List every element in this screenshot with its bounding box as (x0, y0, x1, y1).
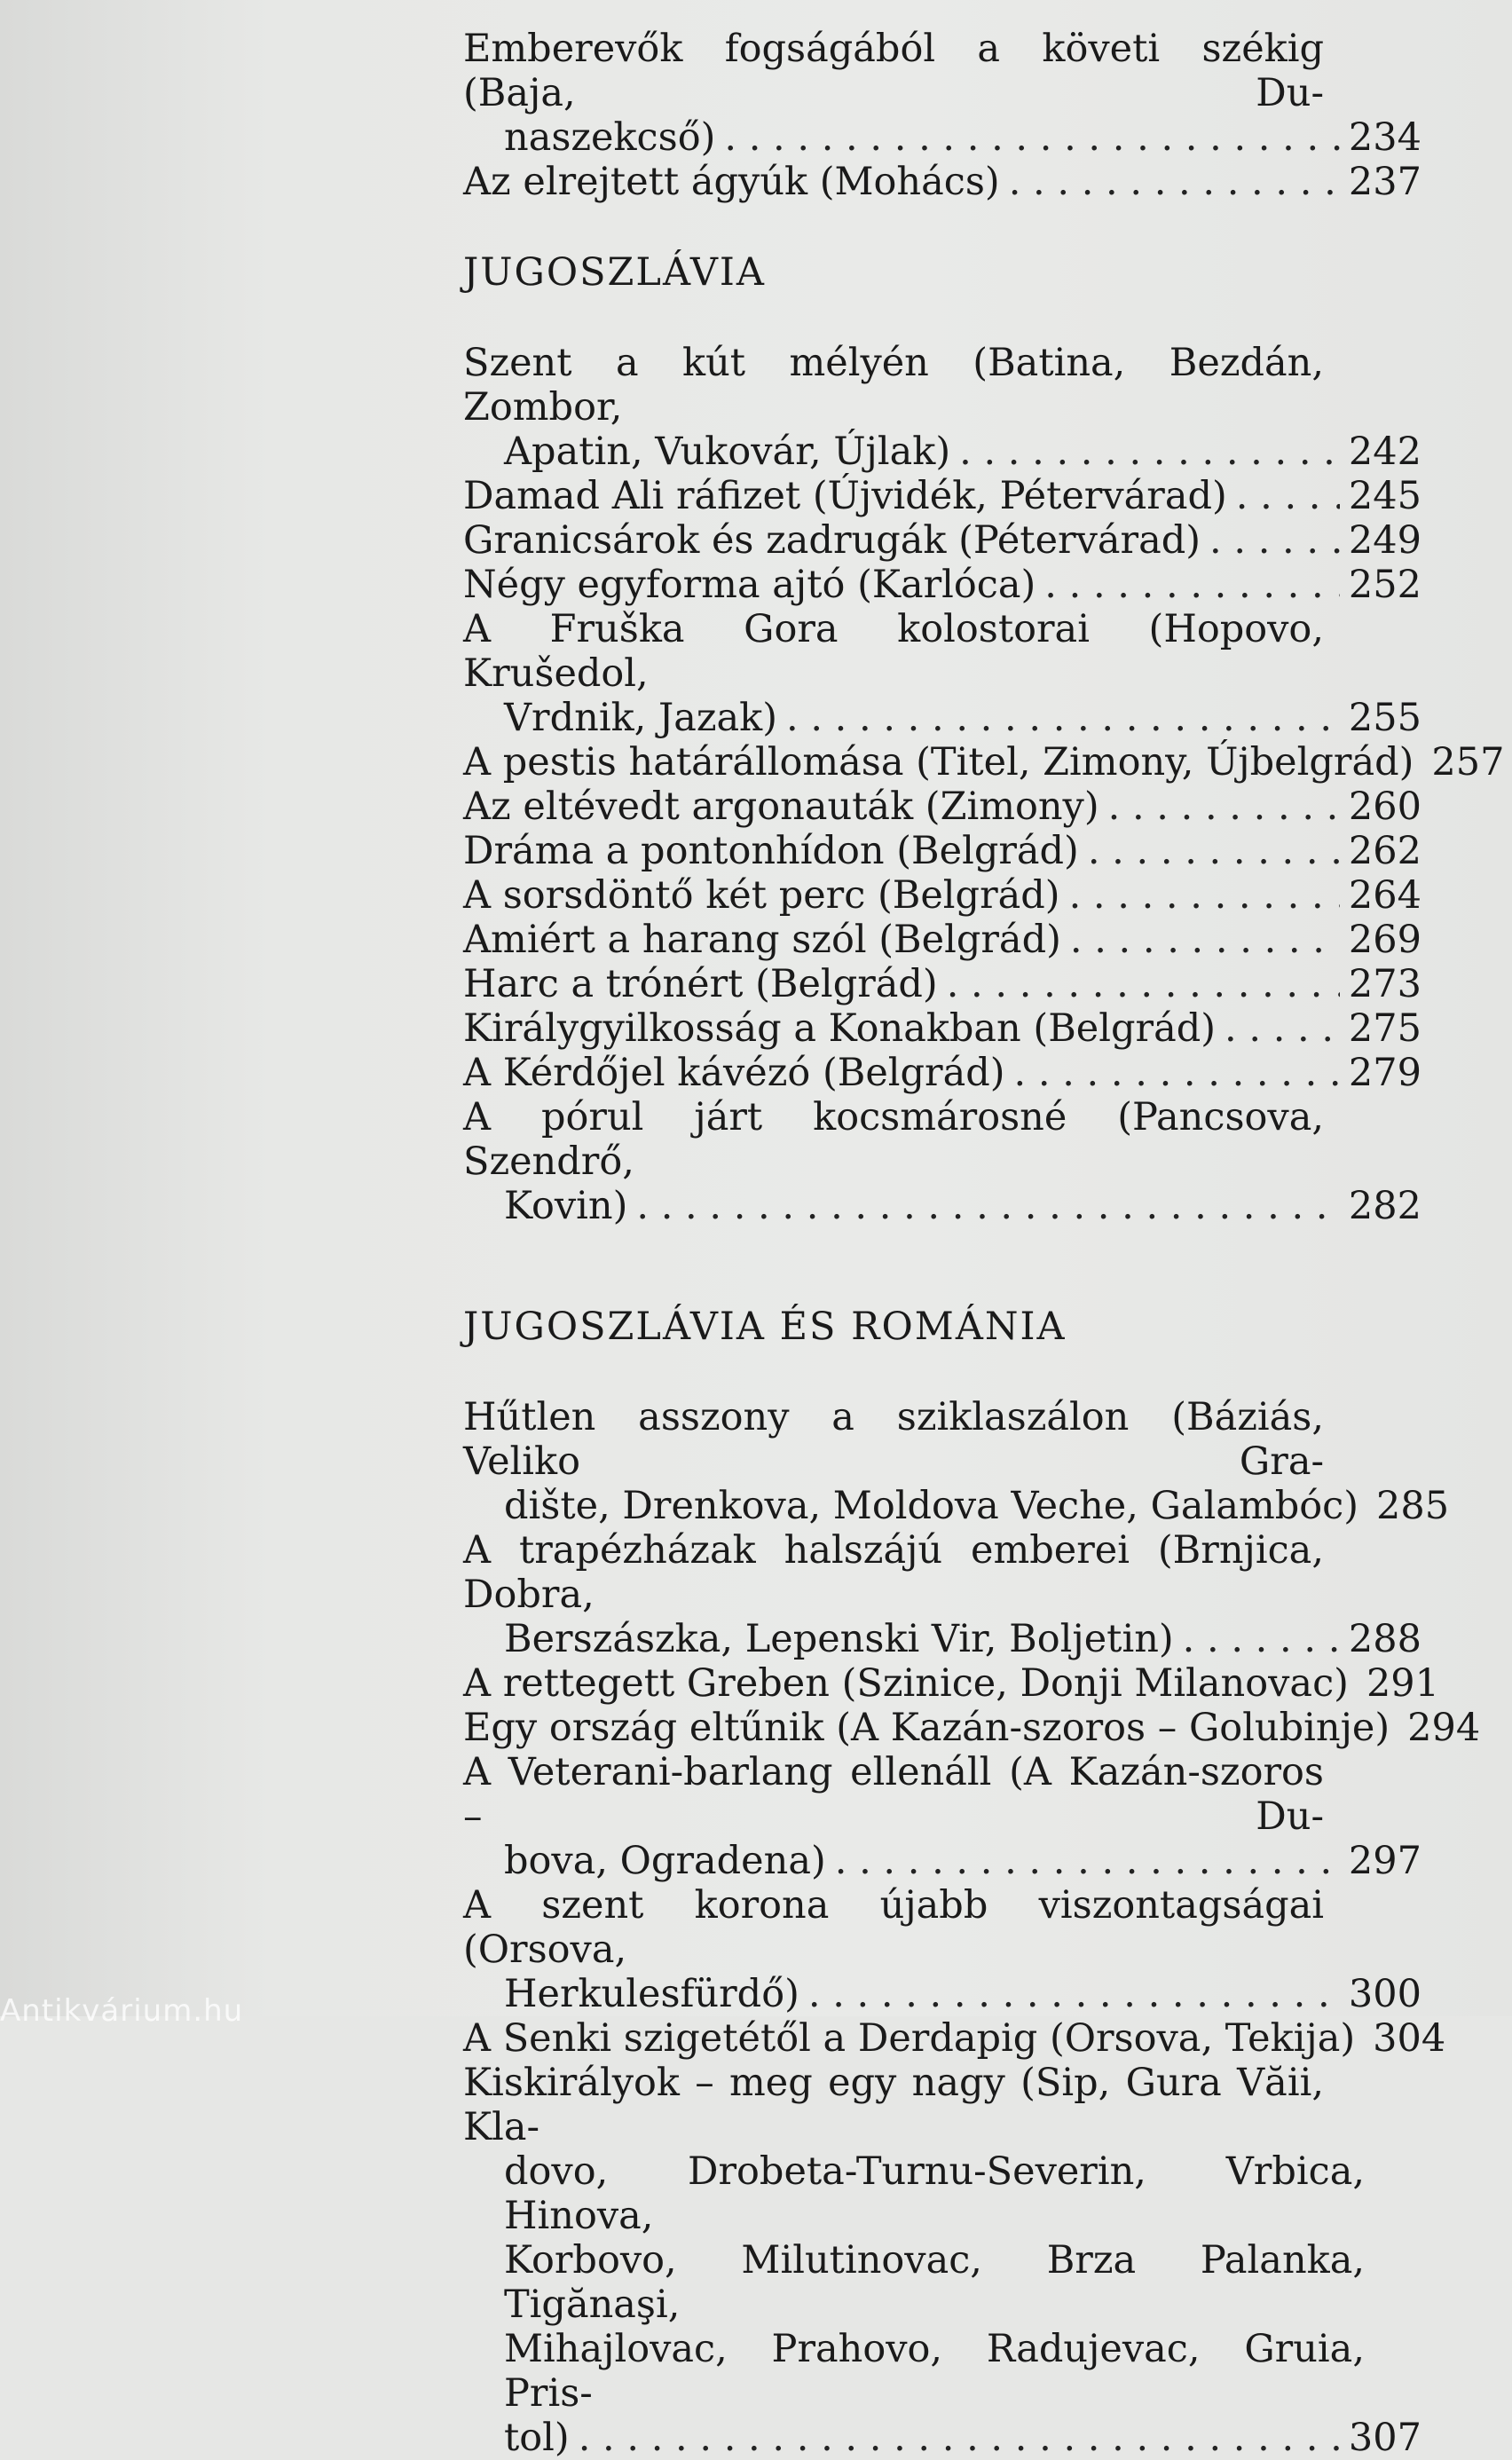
toc-entry-line (463, 785, 1421, 829)
toc-entry-title: bova, Ogradena) (504, 1839, 826, 1883)
toc-entry-line (463, 2327, 1421, 2416)
dot-leader (1108, 785, 1340, 829)
section-spacer (463, 1228, 1421, 1305)
toc-entry-title: A pórul járt kocsmárosné (Pancsova, Szendrő, (463, 1095, 1324, 1184)
toc-entry-line (463, 474, 1421, 518)
toc-entry (463, 563, 1421, 607)
toc-entry-title: Az eltévedt argonauták (Zimony) (463, 785, 1099, 829)
toc-entry-title: Granicsárok és zadrugák (Pétervárad) (463, 518, 1201, 563)
toc-page-number: 262 (1348, 829, 1421, 873)
dot-leader (959, 430, 1340, 474)
toc-page-number: 279 (1348, 1051, 1421, 1095)
toc-entry-title: Vrdnik, Jazak) (504, 696, 777, 740)
toc-entry-line (463, 2016, 1446, 2061)
toc-page-number: 291 (1366, 1661, 1440, 1706)
toc-page-number: 304 (1373, 2016, 1446, 2061)
toc-entry (463, 873, 1421, 918)
toc-entry (463, 1395, 1450, 1528)
toc-page-number: 257 (1431, 740, 1505, 785)
toc-entry-line (463, 607, 1421, 696)
toc-entry-line (463, 2238, 1421, 2327)
toc-entry-title: Királygyilkosság a Konakban (Belgrád) (463, 1006, 1217, 1051)
toc-entry-title: A Kérdőjel kávézó (Belgrád) (463, 1051, 1005, 1095)
dot-leader (636, 1184, 1340, 1228)
toc-entry (463, 785, 1421, 829)
toc-page-number: 245 (1348, 474, 1421, 518)
toc-entry (463, 1883, 1421, 2016)
toc-entry-line (463, 1883, 1421, 1972)
dot-leader (1044, 563, 1340, 607)
toc-entry-line (463, 1839, 1421, 1883)
dot-leader (835, 1839, 1340, 1883)
toc-entry-title: A Veterani-barlang ellenáll (A Kazán-szoros – Du- (463, 1750, 1324, 1839)
toc-page-number: 255 (1348, 696, 1421, 740)
dot-leader (1009, 160, 1340, 204)
toc-entry-line (463, 1395, 1421, 1484)
toc-entry (463, 918, 1421, 962)
section-heading: JUGOSZLÁVIA (463, 250, 766, 295)
toc-entry (463, 962, 1421, 1006)
toc-entry-line (463, 1484, 1450, 1528)
toc-entry-line (463, 696, 1421, 740)
toc-entry (463, 2016, 1446, 2061)
dot-leader (1225, 1006, 1340, 1051)
toc-entry-title: dište, Drenkova, Moldova Veche, Galambóc) (504, 1484, 1359, 1528)
toc-entry-line (463, 518, 1421, 563)
section-spacer (463, 295, 1421, 341)
watermark: Antikvárium.hu (0, 1993, 244, 2029)
toc-page-number: 260 (1348, 785, 1421, 829)
toc-entry-title: A pestis határállomása (Titel, Zimony, Újbelgrád) (463, 740, 1414, 785)
dot-leader (1183, 1617, 1340, 1661)
toc-page-number: 249 (1348, 518, 1421, 563)
dot-leader (1070, 918, 1340, 962)
toc-entry-title: dovo, Drobeta-Turnu-Severin, Vrbica, Hinova, (504, 2149, 1365, 2238)
toc-page-number: 237 (1348, 160, 1421, 204)
toc-entry-line (463, 2416, 1421, 2460)
toc-entry-title: Damad Ali ráfizet (Újvidék, Pétervárad) (463, 474, 1227, 518)
toc-entry-title: Mihajlovac, Prahovo, Radujevac, Gruia, Pris- (504, 2327, 1365, 2416)
toc-entry-line (463, 1051, 1421, 1095)
toc-entry-line (463, 430, 1421, 474)
toc-entry-line (463, 2061, 1421, 2149)
toc-entry-title: Az elrejtett ágyúk (Mohács) (463, 160, 1000, 204)
toc-entry-line (463, 962, 1421, 1006)
toc-entry-line (463, 1528, 1421, 1617)
toc-entry-title: A trapézházak halszájú emberei (Brnjica, Dobra, (463, 1528, 1324, 1617)
toc-page-number: 297 (1348, 1839, 1421, 1883)
toc-entry (463, 518, 1421, 563)
toc-entry-title: Harc a trónért (Belgrád) (463, 962, 938, 1006)
toc-entry-title: Szent a kút mélyén (Batina, Bezdán, Zombor, (463, 341, 1324, 430)
toc-entry-title: Egy ország eltűnik (A Kazán-szoros – Golubinje) (463, 1706, 1390, 1750)
toc-entry-line (463, 918, 1421, 962)
section-heading: JUGOSZLÁVIA ÉS ROMÁNIA (463, 1305, 1067, 1349)
toc-entry (463, 740, 1505, 785)
toc-entry (463, 829, 1421, 873)
toc-entry-title: Kovin) (504, 1184, 628, 1228)
toc-entry (463, 160, 1421, 204)
toc-page-number: 300 (1348, 1972, 1421, 2016)
toc-entry-title: Emberevők fogságából a követi székig (Baja, Du- (463, 27, 1324, 115)
toc-page-number: 275 (1348, 1006, 1421, 1051)
toc-entry-title: Herkulesfürdő) (504, 1972, 799, 2016)
toc-page-number: 273 (1348, 962, 1421, 1006)
toc-entry-line (463, 1750, 1421, 1839)
toc-entry-title: Négy egyforma ajtó (Karlóca) (463, 563, 1036, 607)
toc-entry (463, 341, 1421, 474)
toc-page-number: 242 (1348, 430, 1421, 474)
toc-entry-title: tol) (504, 2416, 570, 2460)
toc-page-number: 252 (1348, 563, 1421, 607)
toc-entry-title: A rettegett Greben (Szinice, Donji Milanovac) (463, 1661, 1349, 1706)
table-of-contents (463, 27, 1505, 2460)
toc-entry (463, 2061, 1421, 2460)
toc-entry-line (463, 1006, 1421, 1051)
section-spacer (463, 204, 1421, 250)
toc-entry-title: Hűtlen asszony a sziklaszálon (Báziás, Veliko Gra- (463, 1395, 1324, 1484)
toc-page-number: 269 (1348, 918, 1421, 962)
toc-entry-line (463, 873, 1421, 918)
toc-entry-line (463, 341, 1421, 430)
toc-entry-line (463, 1095, 1421, 1184)
toc-entry (463, 1661, 1440, 1706)
toc-entry (463, 1750, 1421, 1883)
toc-entry (463, 1006, 1421, 1051)
toc-page-number: 294 (1407, 1706, 1481, 1750)
toc-entry-line (463, 563, 1421, 607)
dot-leader (1014, 1051, 1340, 1095)
toc-entry (463, 474, 1421, 518)
toc-entry-line (463, 829, 1421, 873)
dot-leader (786, 696, 1340, 740)
toc-entry-line (463, 2149, 1421, 2238)
toc-entry (463, 1528, 1421, 1661)
dot-leader (724, 115, 1340, 160)
toc-entry-title: Amiért a harang szól (Belgrád) (463, 918, 1061, 962)
toc-entry-title: Kiskirályok – meg egy nagy (Sip, Gura Văii, Kla- (463, 2061, 1324, 2149)
toc-page-number: 307 (1348, 2416, 1421, 2460)
toc-entry-title: Berszászka, Lepenski Vir, Boljetin) (504, 1617, 1174, 1661)
toc-entry-title: Korbovo, Milutinovac, Brza Palanka, Tigănaşi, (504, 2238, 1365, 2327)
toc-entry-line (463, 27, 1421, 115)
toc-entry-line (463, 1617, 1421, 1661)
dot-leader (1069, 873, 1340, 918)
dot-leader (1088, 829, 1340, 873)
section-spacer (463, 1349, 1421, 1395)
toc-entry-line (463, 1661, 1440, 1706)
toc-entry (463, 607, 1421, 740)
toc-entry-line (463, 1972, 1421, 2016)
toc-page-number: 285 (1376, 1484, 1450, 1528)
toc-page-number: 288 (1348, 1617, 1421, 1661)
dot-leader (808, 1972, 1340, 2016)
toc-entry (463, 1095, 1421, 1228)
dot-leader (947, 962, 1340, 1006)
toc-entry-line (463, 740, 1505, 785)
dot-leader (1236, 474, 1340, 518)
toc-page-number: 282 (1348, 1184, 1421, 1228)
toc-page-number: 234 (1348, 115, 1421, 160)
toc-entry-title: A szent korona újabb viszontagságai (Orsova, (463, 1883, 1324, 1972)
toc-entry-line (463, 1184, 1421, 1228)
toc-entry-title: Apatin, Vukovár, Újlak) (504, 430, 951, 474)
toc-entry-title: Dráma a pontonhídon (Belgrád) (463, 829, 1079, 873)
toc-entry-line (463, 115, 1421, 160)
toc-entry (463, 1706, 1481, 1750)
dot-leader (579, 2416, 1340, 2460)
dot-leader (1209, 518, 1340, 563)
toc-entry-title: A Senki szigetétől a Derdapig (Orsova, Tekija) (463, 2016, 1356, 2061)
toc-page-number: 264 (1348, 873, 1421, 918)
toc-entry-line (463, 160, 1421, 204)
toc-entry-title: naszekcső) (504, 115, 716, 160)
toc-entry-title: A Fruška Gora kolostorai (Hopovo, Krušedol, (463, 607, 1324, 696)
toc-entry (463, 27, 1421, 160)
toc-entry-title: A sorsdöntő két perc (Belgrád) (463, 873, 1060, 918)
toc-entry-line (463, 1706, 1481, 1750)
toc-entry (463, 1051, 1421, 1095)
